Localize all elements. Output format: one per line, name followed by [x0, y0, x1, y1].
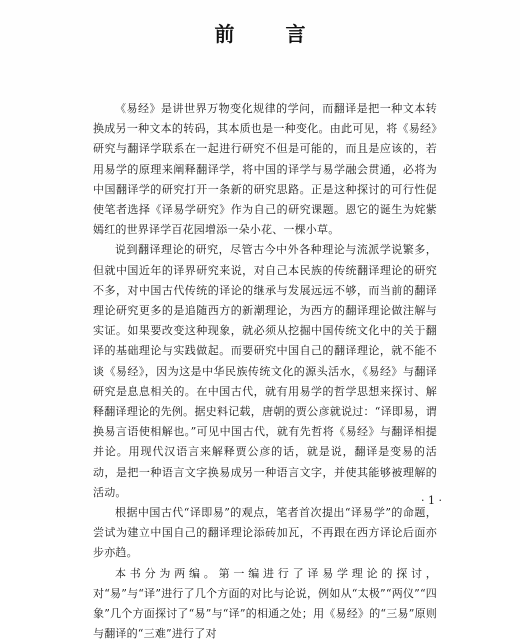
paragraph-1: 《易经》是讲世界万物变化规律的学问，而翻译是把一种文本转换成另一种文本的转码，其本质也是一种变化。由此可见，将《易经》研究与翻译学联系在一起进行研究不但是可能的，而且是应该的，若用易学的原理来阐释翻译学，将中国的译学与易学融会贯通，必将为中国翻译学的研究打开一条新的研究思路。正是这种探讨的可行性促使笔者选择《译易学研究》作为自己的研究课题。恩它的诞生为姹紫嫣红的世界译学百花园增添一朵小花、一棵小草。: [93, 102, 437, 237]
page-number: · 1 ·: [421, 494, 442, 507]
page-title: 前 言: [214, 22, 328, 46]
body-text: [93, 99, 437, 644]
paragraph-2: 说到翻译理论的研究，尽管古今中外各种理论与流派学说繁多，但就中国近年的译界研究来说，对自己本民族的传统翻译理论的研究不多，对中国古代传统的译论的继承与发展远远不够，而当前的翻译理论研究更多的是追随西方的新潮理论，为西方的翻译理论做注解与实证。如果要改变这种现象，就必须从挖掘中国传统文化中的关于翻译的基础理论与实践做起。而要研究中国自己的翻译理论，就不能不谈《易经》，因为这是中华民族传统文化的源头活水，《易经》与翻译研究是息息相关的。在中国古代，就有用易学的哲学思想来探讨、解释翻译理论的先例。据史料记载，唐朝的贾公彦就说过：“译即易，谓换易言语使相解也。”可见中国古代，就有先哲将《易经》与翻译相提并论。用现代汉语言来解释贾公彦的话，就是说，翻译是变易的活动，是把一种语言文字换易成另一种语言文字，并使其能够被理解的活动。: [93, 243, 437, 499]
paragraph-3: 根据中国古代“译即易”的观点，笔者首次提出“译易学”的命题，尝试为建立中国自己的翻译理论添砖加瓦，不再跟在西方译论后面亦步亦趋。: [93, 506, 437, 560]
paragraph-4: 本书分为两编。第一编进行了译易学理论的探讨，对“易”与“译”进行了几个方面的对比与论说，例如从“太极”“两仪”“四象”几个方面探讨了“易”与“译”的相通之处；用《易经》的“三易”原则与翻译的“三难”进行了对: [93, 566, 437, 641]
